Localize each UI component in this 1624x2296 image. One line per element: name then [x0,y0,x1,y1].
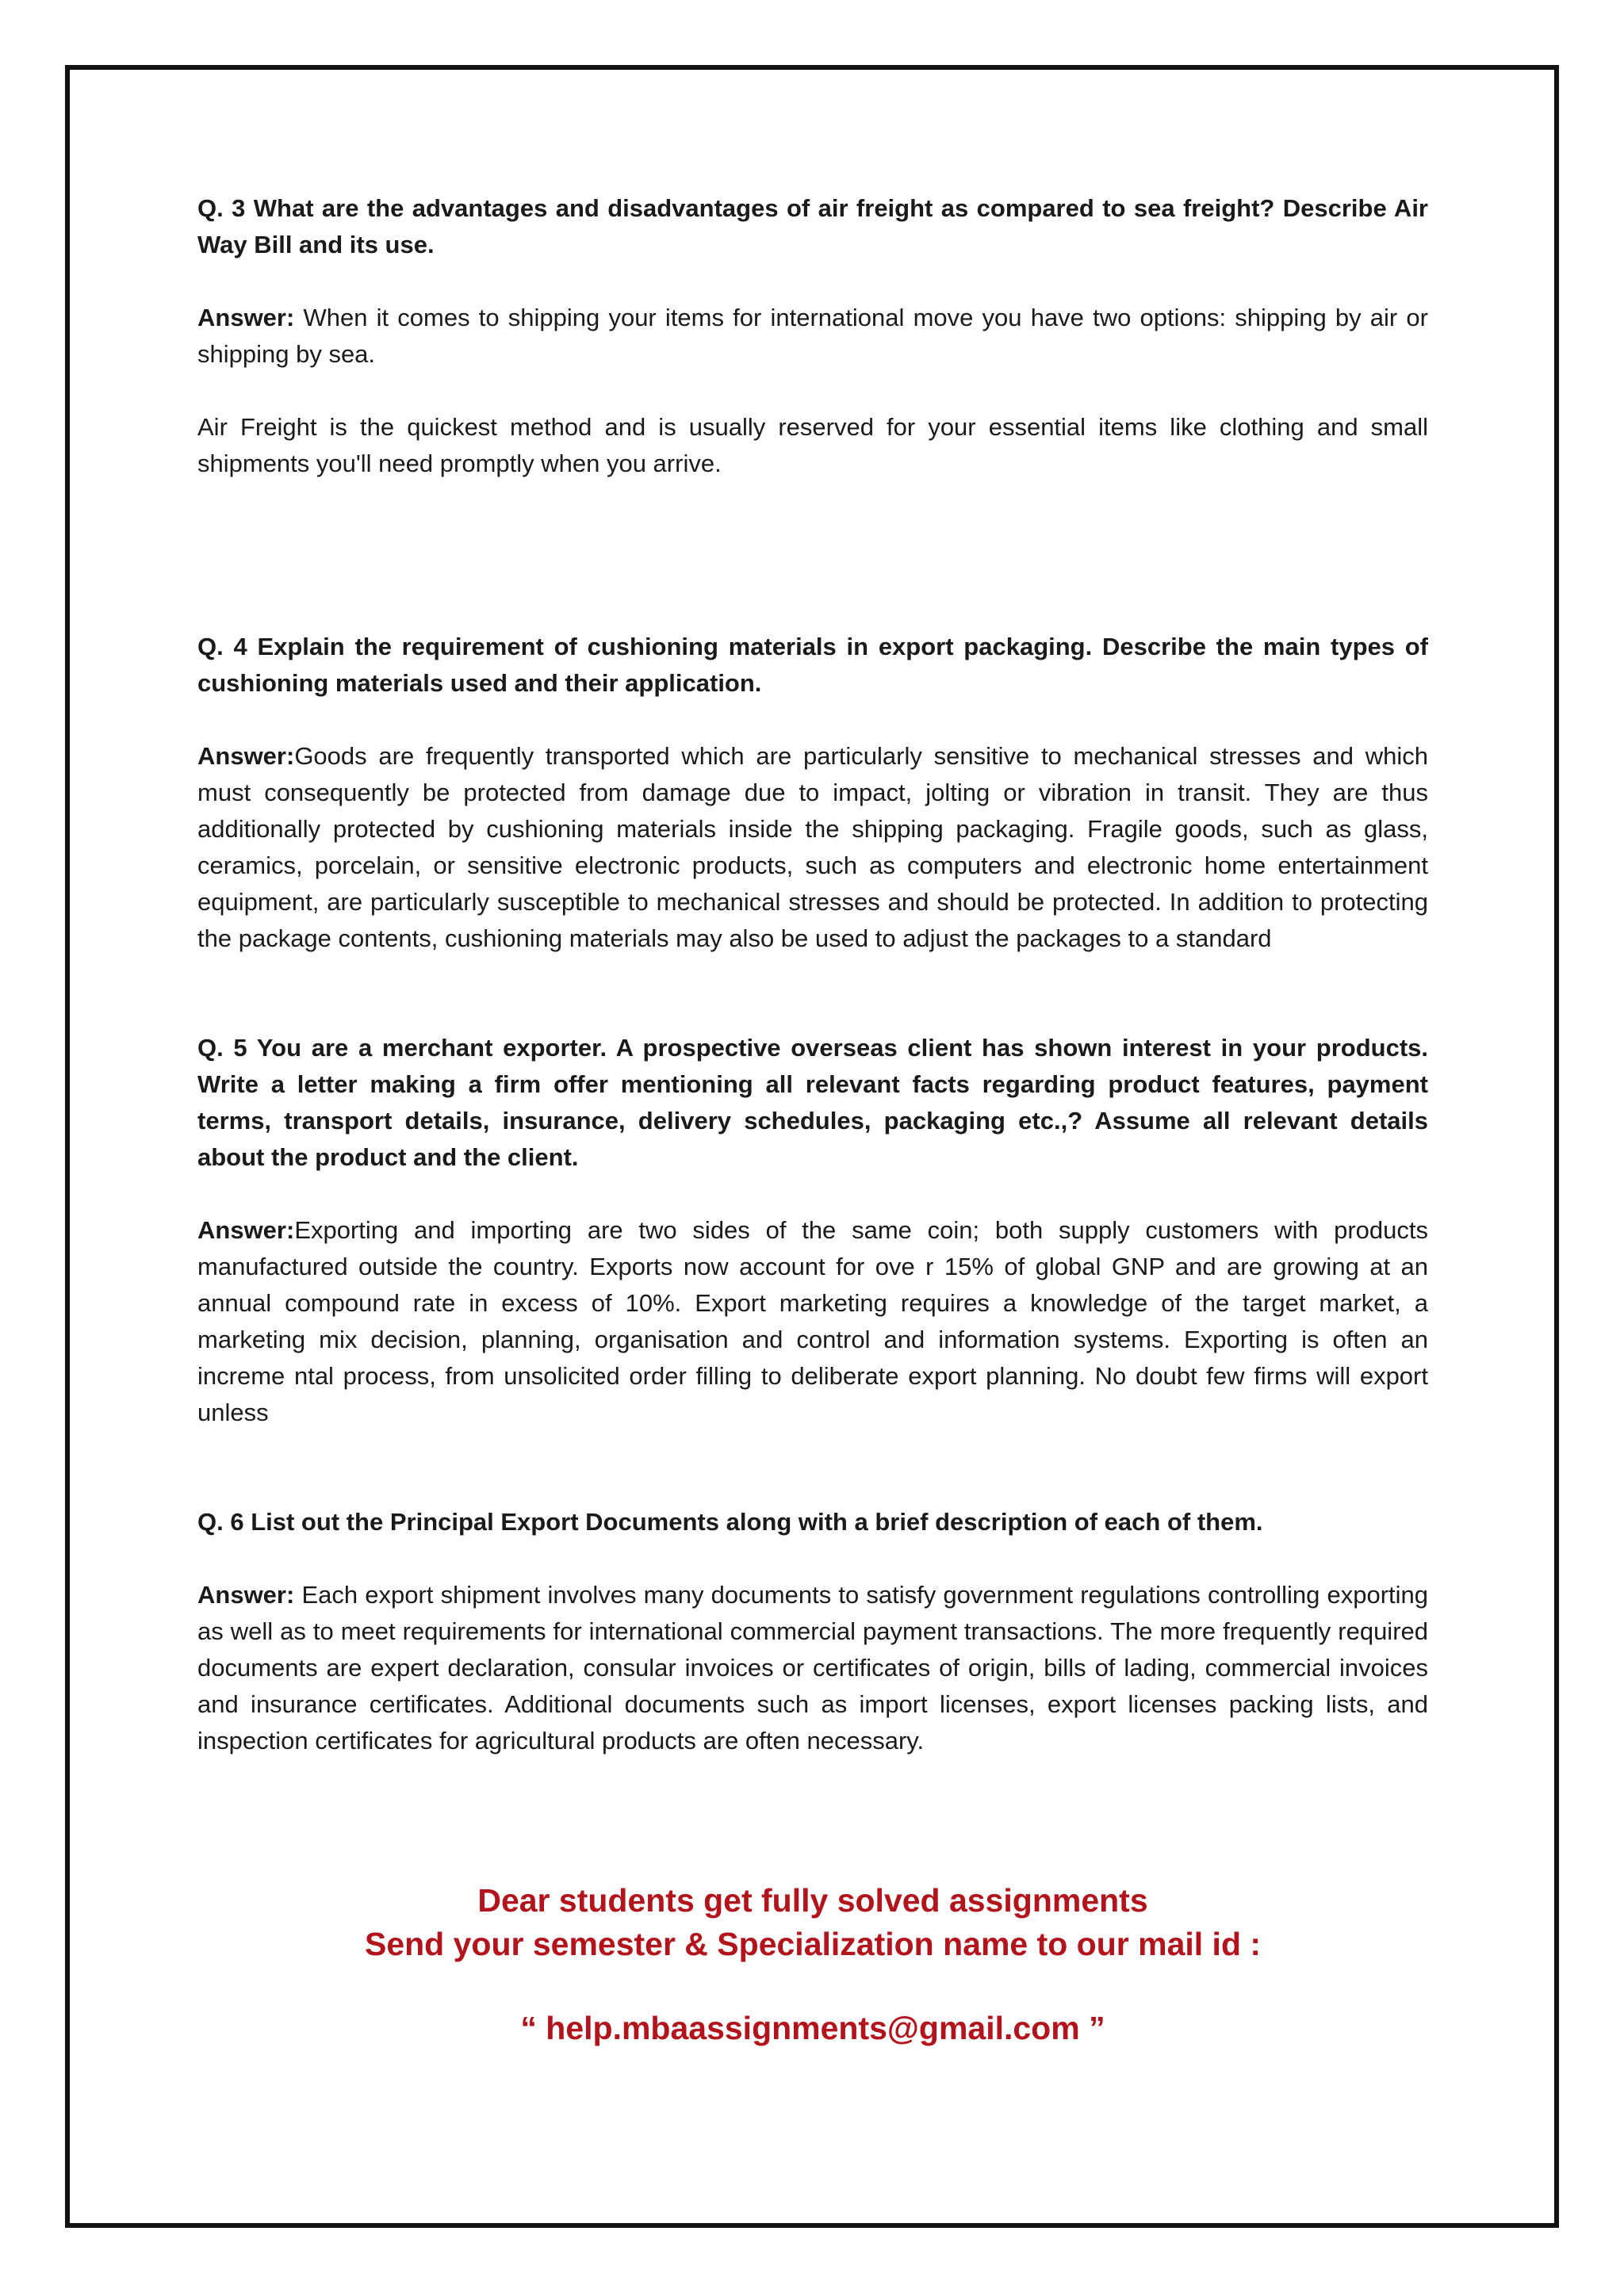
question-5: Q. 5 You are a merchant exporter. A prospective overseas client has shown interest in your products. Write a letter making a firm offer mentioning all relevant facts regarding product features, payment terms, transport details, insurance, delivery schedules, packaging etc.,? Assume all relevant details about the product and the client. [197,1034,1428,1171]
answer-label: Answer: [197,304,295,331]
answer-label: Answer: [197,1216,295,1244]
answer-4-text: Goods are frequently transported which are particularly sensitive to mechanical stresses and which must consequently be protected from damage due to impact, jolting or vibration in transit. They are thus additionally protected by cushioning materials inside the shipping packaging. Fragile goods, such as glass, ceramics, porcelain, or sensitive electronic products, such as computers and electronic home entertainment equipment, are particularly susceptible to mechanical stresses and should be protected. In addition to protecting the package contents, cushioning materials may also be used to adjust the packages to a standard [197,742,1428,952]
answer-6-text: Each export shipment involves many documents to satisfy government regulations controlling exporting as well as to meet requirements for international commercial payment transactions. The more frequently required documents are expert declaration, consular invoices or certificates of origin, bills of lading, commercial invoices and insurance certificates. Additional documents such as import licenses, export licenses packing lists, and inspection certificates for agricultural products are often necessary. [197,1581,1428,1755]
answer-3-paragraph-2: Air Freight is the quickest method and is usually reserved for your essential items like clothing and small shipments you'll need promptly when you arrive. [197,413,1428,477]
answer-4 [197,738,1428,957]
promo-email: “ help.mbaassignments@gmail.com ” [520,2010,1105,2046]
question-6: Q. 6 List out the Principal Export Documents along with a brief description of each of them. [197,1508,1263,1536]
answer-5-text: Exporting and importing are two sides of the same coin; both supply customers with products manufactured outside the country. Exports now account for ove r 15% of global GNP and are growing at an annual compound rate in excess of 10%. Export marketing requires a knowledge of the target market, a marketing mix decision, planning, organisation and control and information systems. Exporting is often an increme ntal process, from unsolicited order filling to deliberate export planning. No doubt few firms will export unless [197,1216,1428,1426]
answer-3-paragraph-1 [197,300,1428,373]
promo-line-1: Dear students get fully solved assignments [477,1882,1148,1919]
answer-label: Answer: [197,742,295,770]
answer-6 [197,1577,1428,1759]
answer-3-text: When it comes to shipping your items for international move you have two options: shipping by air or shipping by sea. [197,304,1428,368]
promo-block [197,1879,1428,2050]
document-body [197,190,1428,1759]
answer-5 [197,1212,1428,1431]
question-3: Q. 3 What are the advantages and disadvantages of air freight as compared to sea freight? Describe Air Way Bill and its use. [197,194,1428,258]
question-4: Q. 4 Explain the requirement of cushioning materials in export packaging. Describe the main types of cushioning materials used and their application. [197,633,1428,697]
promo-line-2: Send your semester & Specialization name to our mail id : [364,1926,1262,1962]
answer-label: Answer: [197,1581,295,1609]
